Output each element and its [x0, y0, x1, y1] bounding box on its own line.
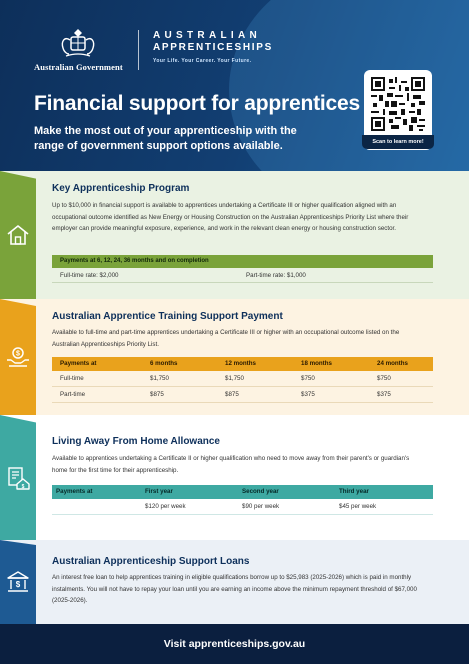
table-cell: $120 per week — [145, 503, 186, 510]
svg-text:$: $ — [21, 483, 25, 490]
brand-line-2: APPRENTICESHIPS — [153, 42, 273, 53]
table-cell: $875 — [150, 391, 164, 398]
column-header: First year — [145, 488, 173, 495]
table-header-row — [52, 485, 433, 499]
section-key-apprenticeship-program — [0, 171, 469, 299]
table-cell: $1,750 — [150, 375, 169, 382]
column-header: Payments at — [56, 488, 93, 495]
section-tab-loans — [0, 540, 36, 624]
header-banner — [0, 0, 469, 171]
section-title: Australian Apprenticeship Support Loans — [52, 556, 250, 567]
table-cell: $750 — [301, 375, 315, 382]
column-header: 18 months — [301, 360, 332, 367]
svg-text:$: $ — [16, 350, 20, 358]
brand-line-1: AUSTRALIAN — [153, 30, 261, 41]
bank-icon — [5, 569, 31, 595]
table-row — [52, 387, 433, 403]
table-cell: $90 per week — [242, 503, 280, 510]
brand-tagline: Your Life. Your Career. Your Future. — [153, 58, 252, 64]
svg-text:$: $ — [15, 580, 21, 589]
table-cell: $750 — [377, 375, 391, 382]
table-cell: Full-time — [60, 375, 84, 382]
document-house-icon — [5, 465, 31, 491]
section-tab-kap — [0, 171, 36, 299]
column-header: Third year — [339, 488, 369, 495]
apprenticeships-logo — [153, 30, 273, 64]
table-cell: $375 — [377, 391, 391, 398]
section-tab-lafha — [0, 415, 36, 540]
payments-table-header: Payments at 6, 12, 24, 36 months and on completion — [52, 255, 433, 268]
qr-caption: Scan to learn more! — [362, 135, 434, 149]
section-tab-atsp — [0, 299, 36, 415]
parttime-rate: Part-time rate: $1,000 — [246, 272, 306, 279]
column-header: Payments at — [60, 360, 97, 367]
table-row — [52, 499, 433, 515]
table-cell: $1,750 — [225, 375, 244, 382]
footer-website-link[interactable]: Visit apprenticeships.gov.au — [0, 624, 469, 664]
section-description: Up to $10,000 in financial support is available to apprentices undertaking a Certificate III or higher qualification aligned with an occupational outcome identified as New Energy or Housing Construction on the Australian Apprenticeships Priority List where their employer can provide meaningful exposure, experience, and work in the relevant clean energy or housing construction sector. — [52, 202, 409, 232]
payments-table-row — [52, 269, 433, 283]
table-cell: $875 — [225, 391, 239, 398]
column-header: 12 months — [225, 360, 256, 367]
column-header: 6 months — [150, 360, 178, 367]
house-icon — [5, 222, 31, 248]
atsp-payments-table — [52, 357, 433, 403]
section-living-away-from-home — [0, 415, 469, 540]
table-cell: $45 per week — [339, 503, 377, 510]
table-cell: $375 — [301, 391, 315, 398]
logo-divider — [138, 30, 139, 70]
lafha-payments-table — [52, 485, 433, 515]
column-header: Second year — [242, 488, 279, 495]
qr-code-icon — [371, 77, 425, 131]
government-label: Australian Government — [34, 62, 123, 72]
section-support-loans — [0, 540, 469, 624]
section-description: An interest free loan to help apprentices training in eligible qualifications borrow up to $25,983 (2025-2026) which is paid in monthly instalments. You will not have to repay your loan until you are earning an income above the minimum repayment threshold of $67,000 (2025-2026). — [52, 574, 417, 604]
section-title: Living Away From Home Allowance — [52, 436, 220, 447]
section-title: Australian Apprentice Training Support Payment — [52, 311, 283, 322]
section-title: Key Apprenticeship Program — [52, 183, 190, 194]
section-description: Available to full-time and part-time apprentices undertaking a Certificate III or higher with an occupational outcome listed on the Australian Apprenticeships Priority List. — [52, 329, 400, 348]
table-row — [52, 371, 433, 387]
section-description: Available to apprentices undertaking a Certificate II or higher qualification who need to move away from their parent's or guardian's home for the first time for their apprenticeship. — [52, 455, 410, 474]
money-hands-icon — [5, 344, 31, 370]
page-subtitle: Make the most out of your apprenticeship with the range of government support options available. — [34, 125, 297, 152]
fulltime-rate: Full-time rate: $2,000 — [60, 272, 119, 279]
page-title: Financial support for apprentices — [34, 92, 360, 115]
table-header-row — [52, 357, 433, 371]
table-cell: Part-time — [60, 391, 86, 398]
section-training-support-payment — [0, 299, 469, 415]
column-header: 24 months — [377, 360, 408, 367]
